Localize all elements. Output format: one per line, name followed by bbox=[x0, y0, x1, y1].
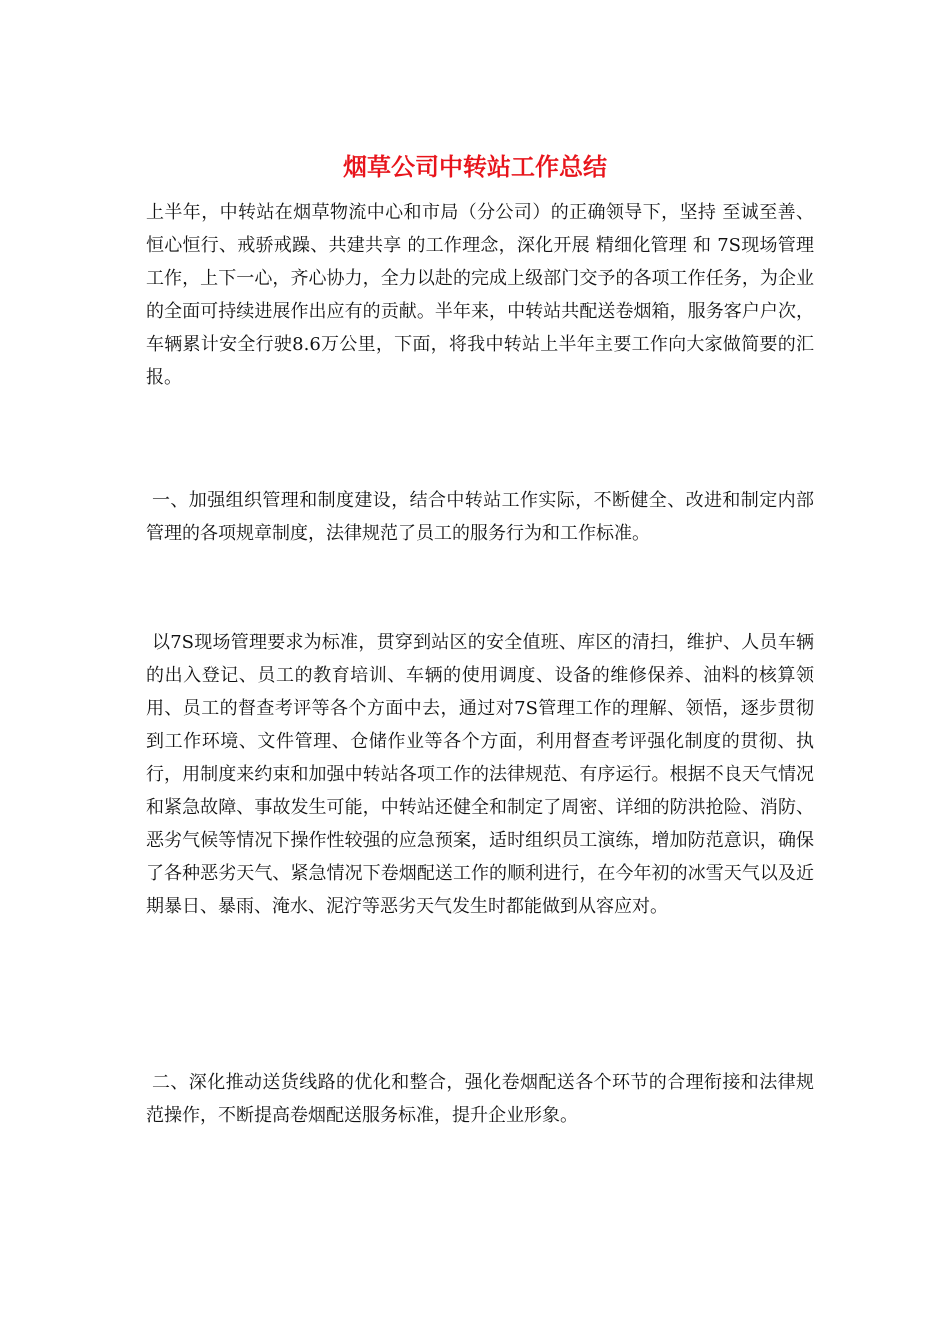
section1-body-paragraph: 以7S现场管理要求为标准，贯穿到站区的安全值班、库区的清扫，维护、人员车辆的出入登记、员工的教育培训、车辆的使用调度、设备的维修保养、油料的核算领用、员工的督查考评等各个方面中去，通过对7S管理工作的理解、领悟，逐步贯彻到工作环境、文件管理、仓储作业等各个方面，利用督查考评强化制度的贯彻、执行，用制度来约束和加强中转站各项工作的法律规范、有序运行。根据不良天气情况和紧急故障、事故发生可能，中转站还健全和制定了周密、详细的防洪抢险、消防、恶劣气候等情况下操作性较强的应急预案，适时组织员工演练，增加防范意识，确保了各种恶劣天气、紧急情况下卷烟配送工作的顺利进行，在今年初的冰雪天气以及近期暴日、暴雨、淹水、泥泞等恶劣天气发生时都能做到从容应对。 bbox=[146, 632, 814, 917]
document-title: 烟草公司中转站工作总结 bbox=[343, 153, 607, 181]
section1-heading-paragraph: 一、加强组织管理和制度建设，结合中转站工作实际，不断健全、改进和制定内部管理的各项规章制度，法律规范了员工的服务行为和工作标准。 bbox=[146, 490, 814, 544]
section2-heading-paragraph: 二、深化推动送货线路的优化和整合，强化卷烟配送各个环节的合理衔接和法律规范操作，不断提高卷烟配送服务标准，提升企业形象。 bbox=[146, 1072, 814, 1126]
intro-paragraph: 上半年，中转站在烟草物流中心和市局（分公司）的正确领导下，坚持 至诚至善、恒心恒行、戒骄戒躁、共建共享 的工作理念，深化开展 精细化管理 和 7S现场管理 工作，上下一心，齐心协力，全力以赴的完成上级部门交予的各项工作任务，为企业的全面可持续进展作出应有的贡献。半年来，中转站共配送卷烟箱，服务客户户次，车辆累计安全行驶8.6万公里，下面，将我中转站上半年主要工作向大家做简要的汇报。 bbox=[146, 202, 814, 388]
